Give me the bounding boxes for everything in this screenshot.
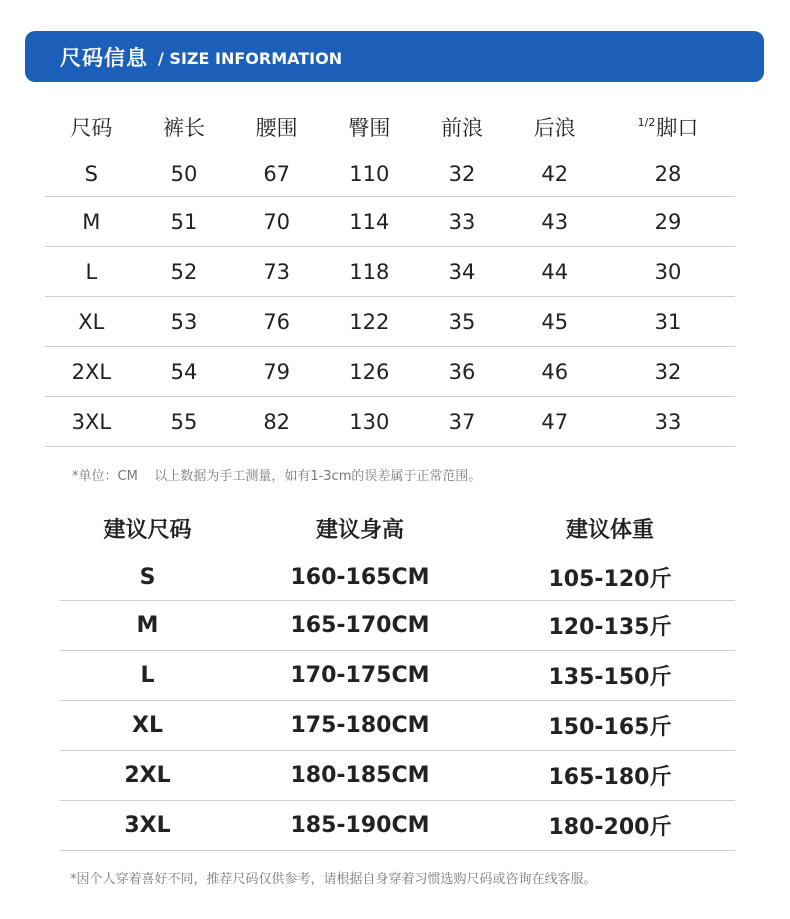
- cell: 2XL: [45, 347, 138, 397]
- cell: XL: [45, 297, 138, 347]
- col-header-size: 尺码: [70, 116, 113, 140]
- cell: S: [45, 151, 138, 197]
- cell: 160-165CM: [235, 555, 485, 601]
- cell: 70: [230, 197, 323, 247]
- banner-subtitle: / SIZE INFORMATION: [158, 49, 343, 68]
- cell: 175-180CM: [235, 701, 485, 751]
- table-row: [45, 151, 735, 197]
- cell: 118: [323, 247, 416, 297]
- cell: 45: [508, 297, 601, 347]
- col-header-waist: 腰围: [255, 116, 298, 140]
- col-header-front-rise: 前浪: [441, 116, 484, 140]
- banner-title: 尺码信息: [60, 45, 148, 70]
- cell: 46: [508, 347, 601, 397]
- cell: 42: [508, 151, 601, 197]
- cell: 33: [416, 197, 509, 247]
- cell: 55: [138, 397, 231, 447]
- cell: 67: [230, 151, 323, 197]
- cell: 54: [138, 347, 231, 397]
- size-info-banner: [25, 31, 764, 82]
- cell: 33: [601, 397, 735, 447]
- cell: 165-170CM: [235, 601, 485, 651]
- table-row: [60, 801, 735, 851]
- cell: 32: [601, 347, 735, 397]
- cell: 105-120斤: [485, 555, 735, 601]
- col-header-hip: 臀围: [348, 116, 391, 140]
- cell: 185-190CM: [235, 801, 485, 851]
- cell: 35: [416, 297, 509, 347]
- half-prefix: 1/2: [637, 116, 656, 129]
- cell: 180-185CM: [235, 751, 485, 801]
- cell: 114: [323, 197, 416, 247]
- recommend-table: [60, 501, 735, 851]
- table-row: [45, 397, 735, 447]
- cell: S: [60, 555, 235, 601]
- table-row: [45, 297, 735, 347]
- table-row: [45, 247, 735, 297]
- cell: 30: [601, 247, 735, 297]
- cell: 2XL: [60, 751, 235, 801]
- cell: 52: [138, 247, 231, 297]
- recommend-table-header: [60, 501, 735, 555]
- cell: 43: [508, 197, 601, 247]
- size-table-header: [45, 103, 735, 151]
- cell: 73: [230, 247, 323, 297]
- cell: 44: [508, 247, 601, 297]
- table-row: [60, 701, 735, 751]
- table-row: [45, 197, 735, 247]
- cell: 82: [230, 397, 323, 447]
- cell: L: [45, 247, 138, 297]
- table-row: [60, 555, 735, 601]
- col-header-recommended-weight: 建议体重: [565, 517, 654, 543]
- cell: 29: [601, 197, 735, 247]
- cell: M: [45, 197, 138, 247]
- cell: 79: [230, 347, 323, 397]
- cell: 32: [416, 151, 509, 197]
- cell: 120-135斤: [485, 601, 735, 651]
- table-row: [60, 651, 735, 701]
- measurement-note: *单位：CM 以上数据为手工测量，如有1-3cm的误差属于正常范围。: [72, 469, 482, 484]
- cell: 36: [416, 347, 509, 397]
- cell: 180-200斤: [485, 801, 735, 851]
- leg-opening-label: 脚口: [656, 116, 699, 140]
- cell: 37: [416, 397, 509, 447]
- cell: 150-165斤: [485, 701, 735, 751]
- col-header-leg-opening: [601, 103, 735, 151]
- cell: 76: [230, 297, 323, 347]
- cell: 165-180斤: [485, 751, 735, 801]
- col-header-length: 裤长: [163, 116, 205, 140]
- cell: 110: [323, 151, 416, 197]
- size-table: [45, 103, 735, 447]
- cell: 3XL: [45, 397, 138, 447]
- cell: 28: [601, 151, 735, 197]
- cell: XL: [60, 701, 235, 751]
- col-header-recommended-height: 建议身高: [315, 517, 404, 543]
- cell: 135-150斤: [485, 651, 735, 701]
- table-row: [60, 751, 735, 801]
- cell: 170-175CM: [235, 651, 485, 701]
- recommend-note: *因个人穿着喜好不同，推荐尺码仅供参考，请根据自身穿着习惯选购尺码或咨询在线客服。: [70, 872, 597, 887]
- cell: 130: [323, 397, 416, 447]
- table-row: [60, 601, 735, 651]
- cell: 51: [138, 197, 231, 247]
- cell: 50: [138, 151, 231, 197]
- cell: 34: [416, 247, 509, 297]
- cell: 3XL: [60, 801, 235, 851]
- cell: 122: [323, 297, 416, 347]
- cell: 126: [323, 347, 416, 397]
- cell: 53: [138, 297, 231, 347]
- cell: M: [60, 601, 235, 651]
- col-header-back-rise: 后浪: [533, 116, 576, 140]
- cell: 31: [601, 297, 735, 347]
- cell: L: [60, 651, 235, 701]
- table-row: [45, 347, 735, 397]
- cell: 47: [508, 397, 601, 447]
- col-header-recommended-size: 建议尺码: [103, 517, 192, 543]
